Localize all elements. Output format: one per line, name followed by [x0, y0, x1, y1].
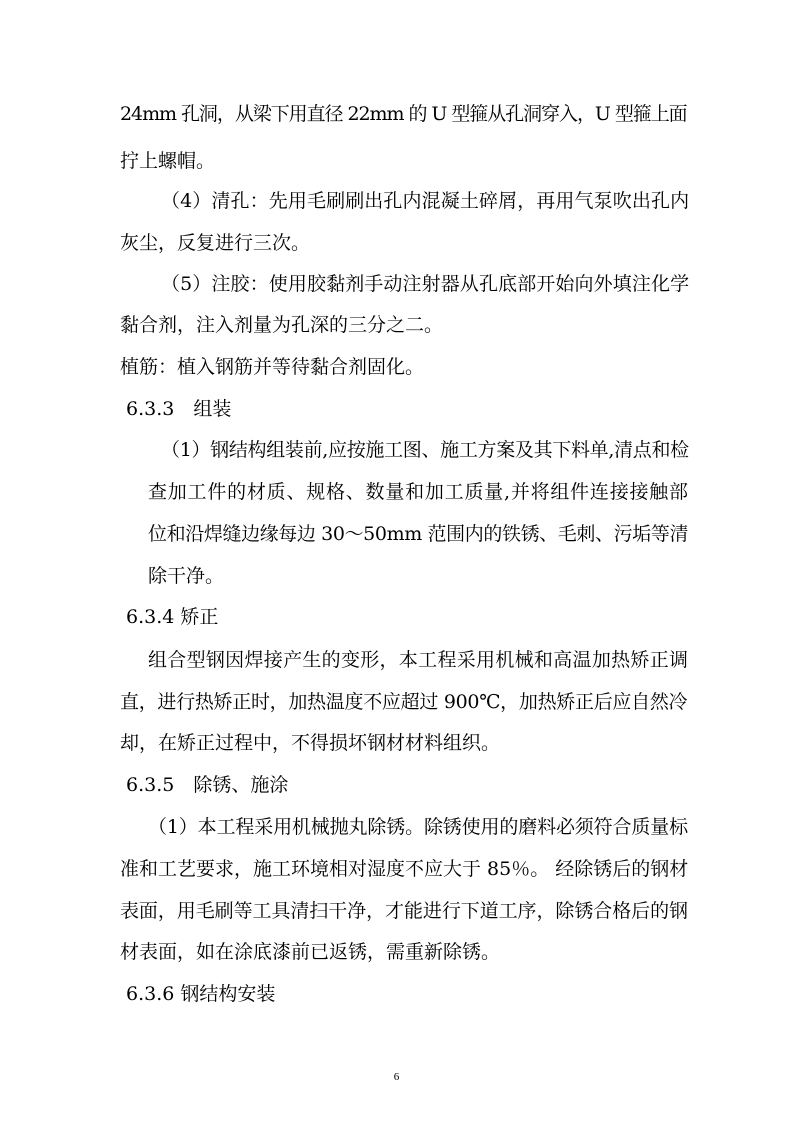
section-heading: 6.3.6 钢结构安装	[126, 983, 276, 1005]
text-line: 直，进行热矫正时，加热温度不应超过 900℃，加热矫正后应自然冷	[120, 691, 688, 713]
text-line: （1）本工程采用机械抛丸除锈。除锈使用的磨料必须符合质量标	[148, 816, 688, 838]
text-line: 查加工件的材质、规格、数量和加工质量,并将组件连接接触部	[148, 481, 689, 503]
text-line: 位和沿焊缝边缘每边 30～50mm 范围内的铁锈、毛刺、污垢等清	[148, 523, 689, 545]
text-line: 灰尘，反复进行三次。	[120, 232, 311, 254]
text-line: 材表面，如在涂底漆前已返锈，需重新除锈。	[120, 941, 501, 963]
text-line: （4）清孔：先用毛刷刷出孔内混凝土碎屑，再用气泵吹出孔内	[161, 190, 690, 212]
text-line: 植筋：植入钢筋并等待黏合剂固化。	[120, 356, 425, 378]
section-heading: 6.3.4 矫正	[126, 606, 219, 628]
text-line: （1）钢结构组装前,应按施工图、施工方案及其下料单,清点和检	[161, 439, 689, 461]
section-heading: 6.3.5 除锈、施涂	[126, 774, 289, 796]
text-line: 准和工艺要求，施工环境相对湿度不应大于 85％。 经除锈后的钢材	[120, 858, 689, 880]
page-number: 6	[393, 1071, 400, 1083]
text-line: 拧上螺帽。	[120, 150, 216, 172]
text-line: 表面，用毛刷等工具清扫干净，才能进行下道工序，除锈合格后的钢	[120, 900, 688, 922]
text-line: 除干净。	[148, 565, 225, 587]
text-line: 组合型钢因焊接产生的变形，本工程采用机械和高温加热矫正调	[148, 649, 689, 671]
section-heading: 6.3.3 组装	[126, 398, 232, 420]
text-line: 却，在矫正过程中，不得损坏钢材材料组织。	[120, 732, 501, 754]
text-line: 黏合剂，注入剂量为孔深的三分之二。	[120, 314, 444, 336]
text-line: 24mm 孔洞，从梁下用直径 22mm 的 U 型箍从孔洞穿入，U 型箍上面	[120, 103, 687, 125]
text-line: （5）注胶：使用胶黏剂手动注射器从孔底部开始向外填注化学	[161, 273, 690, 295]
